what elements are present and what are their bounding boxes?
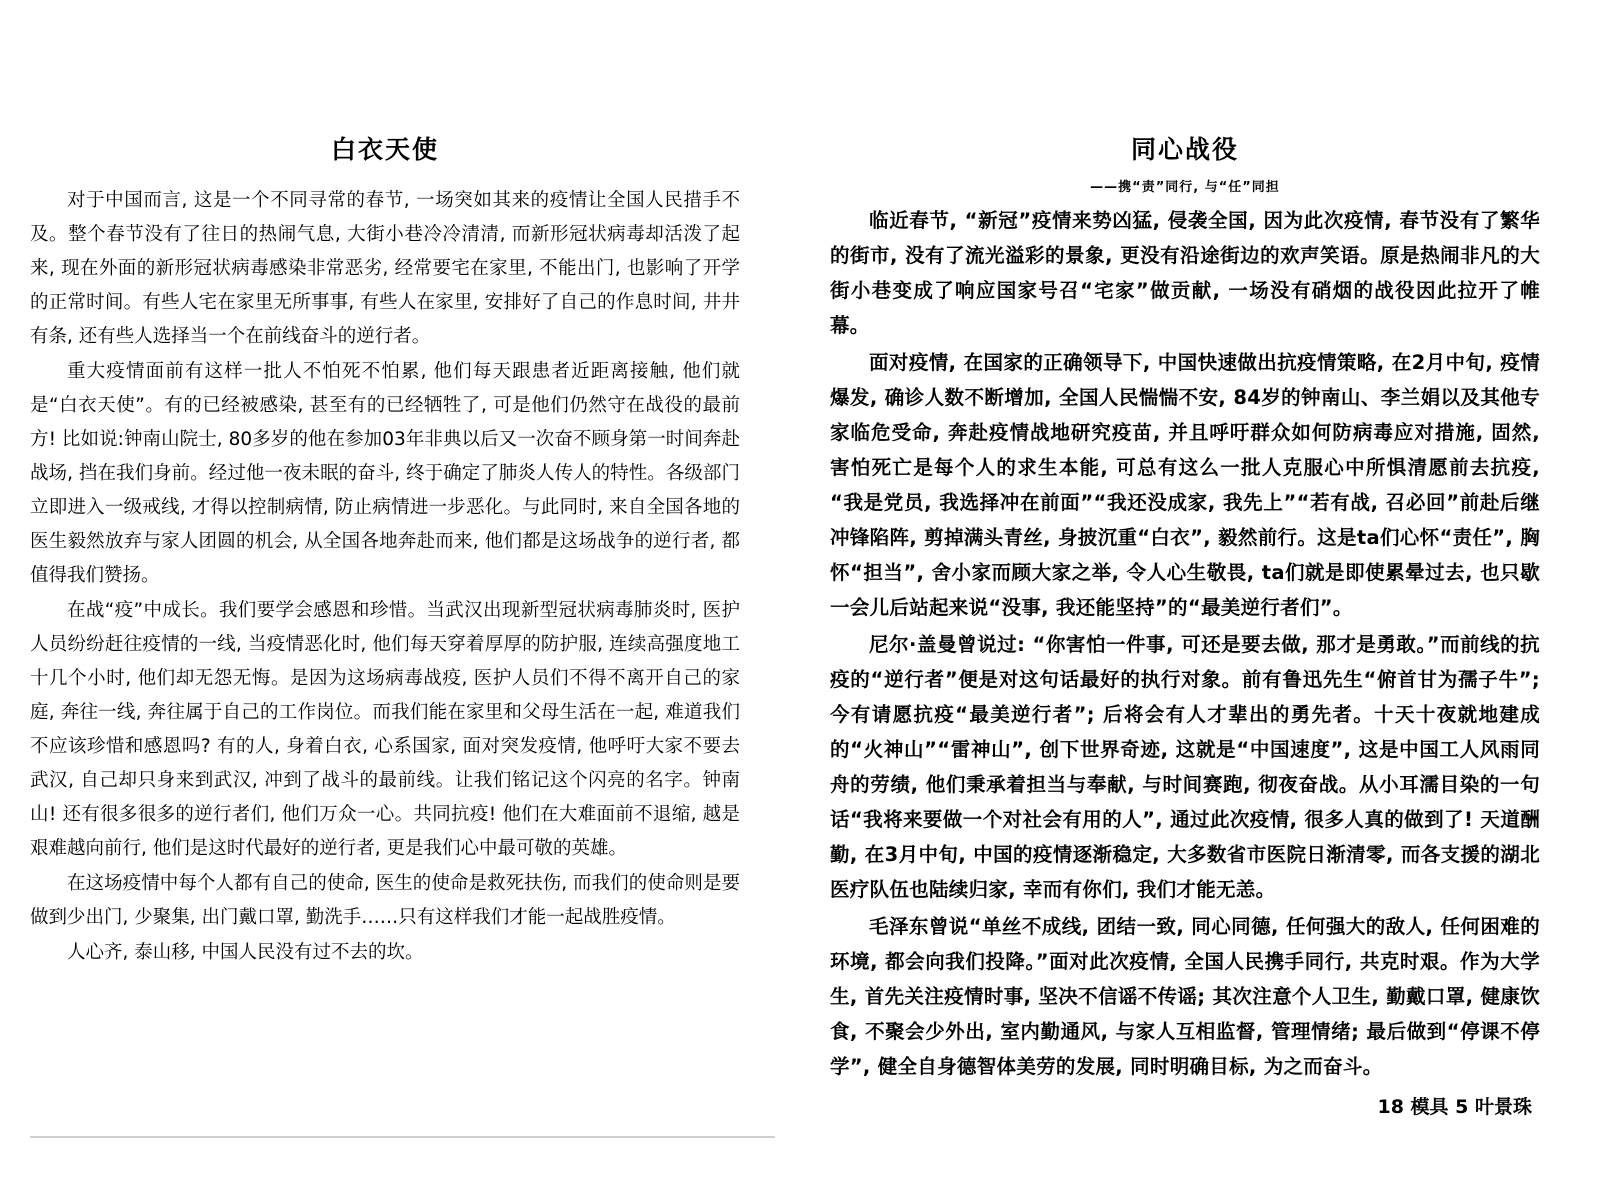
paragraph: 临近春节, “新冠”疫情来势凶猛, 侵袭全国, 因为此次疫情, 春节没有了繁华的街市, 没有了流光溢彩的景象, 更没有沿途街边的欢声笑语。原是热闹非凡的大街小巷变成了响应国家号召“宅家”做贡献, 一场没有硝烟的战役因此拉开了帷幕。 (830, 209, 1540, 337)
paragraph: 在战“疫”中成长。我们要学会感恩和珍惜。当武汉出现新型冠状病毒肺炎时, 医护人员纷纷赶往疫情的一线, 当疫情恶化时, 他们每天穿着厚厚的防护服, 连续高强度地工十几个小时, 他们却无怨无悔。是因为这场病毒战疫, 医护人员们不得不离开自己的家庭, 奔往一线, 奔往属于自己的工作岗位。而我们能在家里和父母生活在一起, 难道我们不应该珍惜和感恩吗? 有的人, 身着白衣, 心系国家, 面对突发疫情, 他呼吁大家不要去武汉, 自己却只身来到武汉, 冲到了战斗的最前线。让我们铭记这个闪亮的名字。钟南山! 还有很多很多的逆行者们, 他们万众一心。共同抗疫! 他们在大难面前不退缩, 越是艰难越向前行, 他们是这时代最好的逆行者, 更是我们心中最可敬的英雄。 (30, 600, 740, 859)
paragraph: 对于中国而言, 这是一个不同寻常的春节, 一场突如其来的疫情让全国人民措手不及。整个春节没有了往日的热闹气息, 大街小巷冷冷清清, 而新形冠状病毒却活泼了起来, 现在外面的新形冠状病毒感染非常恶劣, 经常要宅在家里, 不能出门, 也影响了开学的正常时间。有些人宅在家里无所事事, 有些人在家里, 安排好了自己的作息时间, 井井有条, 还有些人选择当一个在前线奋斗的逆行者。 (30, 190, 740, 347)
paragraph: 在这场疫情中每个人都有自己的使命, 医生的使命是救死扶伤, 而我们的使命则是要做到少出门, 少聚集, 出门戴口罩, 勤洗手……只有这样我们才能一起战胜疫情。 (30, 873, 740, 928)
page-divider (799, 0, 801, 1198)
paragraph: 面对疫情, 在国家的正确领导下, 中国快速做出抗疫情策略, 在2月中旬, 疫情爆发, 确诊人数不断增加, 全国人民惴惴不安, 84岁的钟南山、李兰娟以及其他专家临危受命, 奔赴疫情战地研究疫苗, 并且呼吁群众如何防病毒应对措施, 固然, 害怕死亡是每个人的求生本能, 可总有这么一批人克服心中所惧清愿前去抗疫, “我是党员, 我选择冲在前面”“我还没成家, 我先上”“若有战, 召必回”前赴后继冲锋陷阵, 剪掉满头青丝, 身披沉重“白衣”, 毅然前行。这是ta们心怀“责任”, 胸怀“担当”, 舍小家而顾大家之举, 令人心生敬畏, ta们就是即使累晕过去, 也只歇一会儿后站起来说“没事, 我还能坚持”的“最美逆行者们”。 (830, 351, 1540, 619)
author-signature: 18 模具 5 叶景珠 (1377, 1096, 1532, 1118)
paragraph: 重大疫情面前有这样一批人不怕死不怕累, 他们每天跟患者近距离接触, 他们就是“白衣天使”。有的已经被感染, 甚至有的已经牺牲了, 可是他们仍然守在战役的最前方! 比如说:钟南山院士, 80多岁的他在参加03年非典以后又一次奋不顾身第一时间奔赴战场, 挡在我们身前。经过他一夜未眠的奋斗, 终于确定了肺炎人传人的特性。各级部门立即进入一级戒线, 才得以控制病情, 防止病情进一步恶化。与此同时, 来自全国各地的医生毅然放弃与家人团圆的机会, 从全国各地奔赴而来, 他们都是这场战争的逆行者, 都值得我们赞扬。 (30, 361, 740, 586)
paragraph: 毛泽东曾说“单丝不成线, 团结一致, 同心同德, 任何强大的敌人, 任何困难的环境, 都会向我们投降。”面对此次疫情, 全国人民携手同行, 共克时艰。作为大学生, 首先关注疫情时事, 坚决不信谣不传谣; 其次注意个人卫生, 勤戴口罩, 健康饮食, 不聚会少外出, 室内勤通风, 与家人互相监督, 管理情绪; 最后做到“停课不停学”, 健全自身德智体美劳的发展, 同时明确目标, 为之而奋斗。 (830, 915, 1540, 1078)
right-article-subtitle: ——携“责”同行, 与“任”同担 (1090, 180, 1280, 195)
right-article-column (800, 0, 1600, 1198)
left-article-title: 白衣天使 (330, 135, 439, 164)
paragraph: 人心齐, 泰山移, 中国人民没有过不去的坎。 (67, 942, 424, 963)
page-bottom-rule (30, 1136, 775, 1138)
right-article-body (830, 203, 1540, 1084)
right-article-title: 同心战役 (1130, 135, 1239, 164)
paragraph: 尼尔·盖曼曾说过: “你害怕一件事, 可还是要去做, 那才是勇敢。”而前线的抗疫的“逆行者”便是对这句话最好的执行对象。前有鲁迅先生“俯首甘为孺子牛”; 今有请愿抗疫“最美逆行者”; 后将会有人才辈出的勇先者。十天十夜就地建成的“火神山”“雷神山”, 创下世界奇迹, 这就是“中国速度”, 这是中国工人风雨同舟的劳绩, 他们秉承着担当与奉献, 与时间赛跑, 彻夜奋战。从小耳濡目染的一句话“我将来要做一个对社会有用的人”, 通过此次疫情, 很多人真的做到了! 天道酬勤, 在3月中旬, 中国的疫情逐渐稳定, 大多数省市医院日渐清零, 而各支援的湖北医疗队伍也陆续归家, 幸而有你们, 我们才能无恙。 (830, 633, 1540, 901)
left-article-body (30, 184, 740, 970)
